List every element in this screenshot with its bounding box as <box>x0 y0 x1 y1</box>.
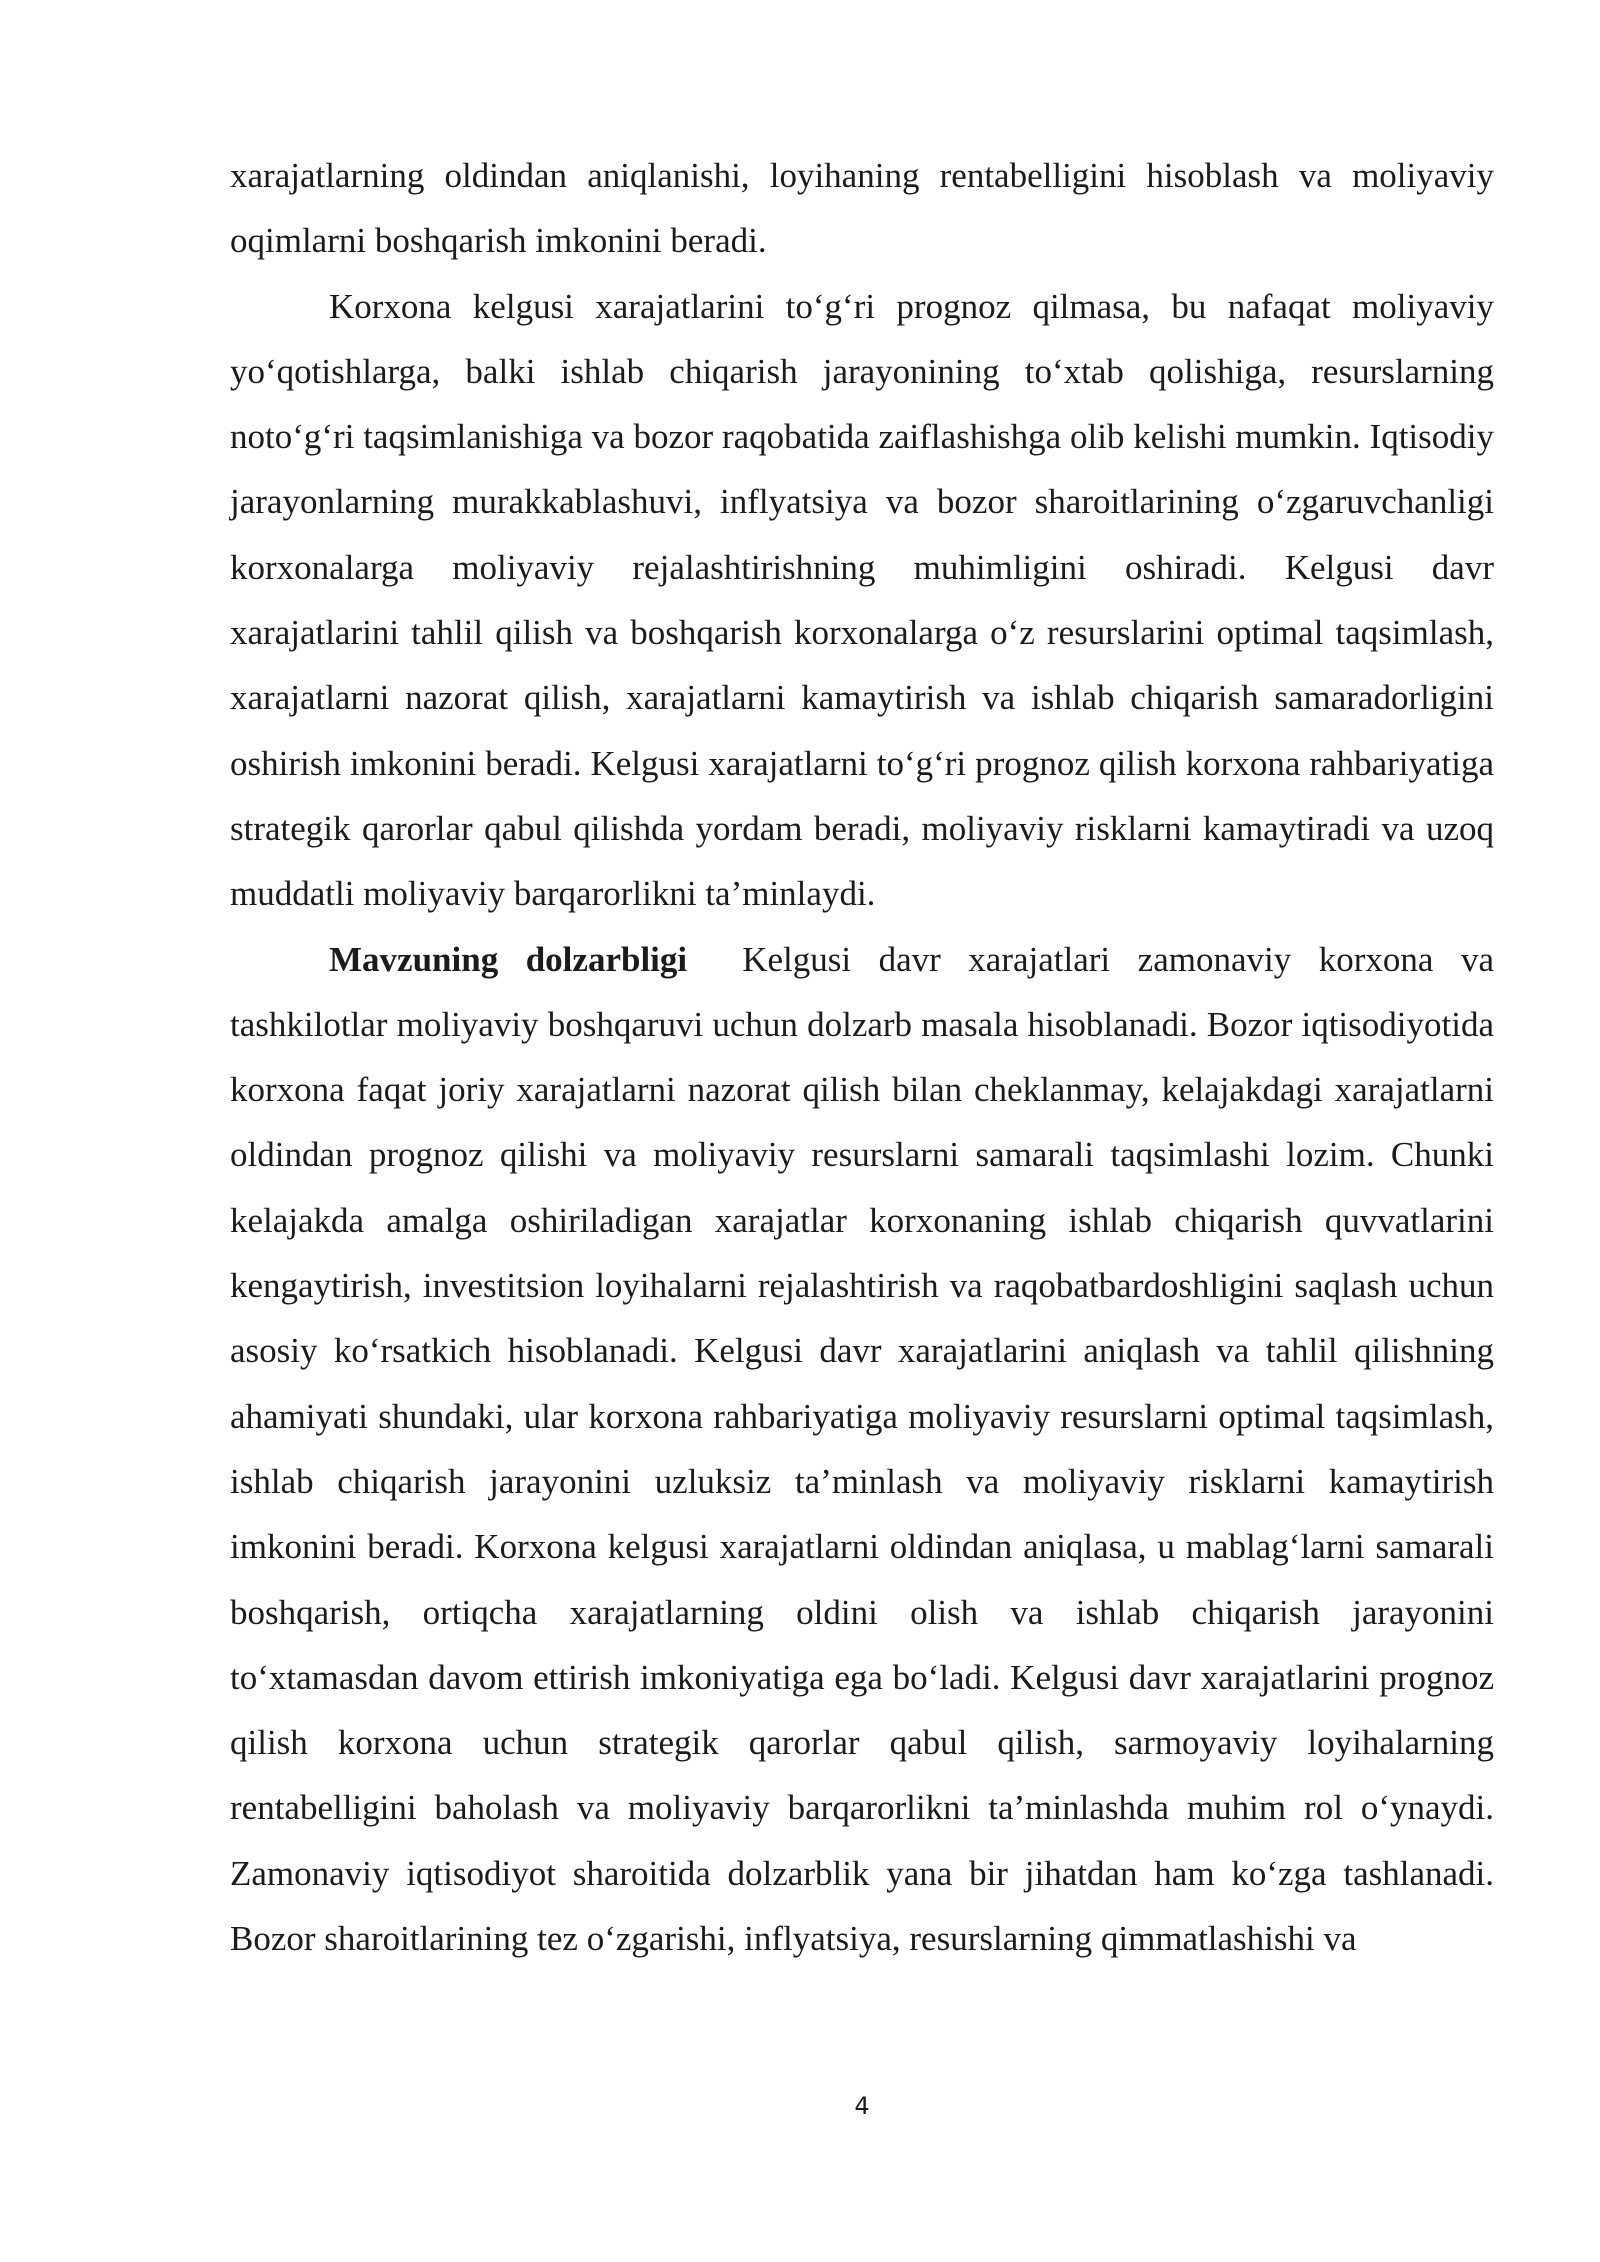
paragraph-1-text: xarajatlarning oldindan aniqlanishi, loyihaning rentabelligini hisoblash va moliyaviy oqimlarni boshqarish imkonini beradi. <box>230 156 1494 261</box>
paragraph-1 <box>230 143 1494 274</box>
paragraph-3 <box>230 927 1494 1972</box>
body-text <box>230 143 1494 1971</box>
paragraph-3-text: Kelgusi davr xarajatlari zamonaviy korxona va tashkilotlar moliyaviy boshqaruvi uchun dolzarb masala hisoblanadi. Bozor iqtisodiyotida korxona faqat joriy xarajatlarni nazorat qilish bilan cheklanmay, kelajakdagi xarajatlarni oldindan prognoz qilishi va moliyaviy resurslarni samarali taqsimlashi lozim. Chunki kelajakda amalga oshiriladigan xarajatlar korxonaning ishlab chiqarish quvvatlarini kengaytirish, investitsion loyihalarni rejalashtirish va raqobatbardoshligini saqlash uchun asosiy ko‘rsatkich hisoblanadi. Kelgusi davr xarajatlarini aniqlash va tahlil qilishning ahamiyati shundaki, ular korxona rahbariyatiga moliyaviy resurslarni optimal taqsimlash, ishlab chiqarish jarayonini uzluksiz ta’minlash va moliyaviy risklarni kamaytirish imkonini beradi. Korxona kelgusi xarajatlarni oldindan aniqlasa, u mablag‘larni samarali boshqarish, ortiqcha xarajatlarning oldini olish va ishlab chiqarish jarayonini to‘xtamasdan davom ettirish imkoniyatiga ega bo‘ladi. Kelgusi davr xarajatlarini prognoz qilish korxona uchun strategik qarorlar qabul qilish, sarmoyaviy loyihalarning rentabelligini baholash va moliyaviy barqarorlikni ta’minlashda muhim rol o‘ynaydi. Zamonaviy iqtisodiyot sharoitida dolzarblik yana bir jihatdan ham ko‘zga tashlanadi. Bozor sharoitlarining tez o‘zgarishi, inflyatsiya, resurslarning qimmatlashishi va <box>230 939 1495 1959</box>
section-heading: Mavzuning dolzarbligi <box>329 939 688 979</box>
page-number: 4 <box>854 2092 870 2120</box>
paragraph-2-text: Korxona kelgusi xarajatlarini to‘g‘ri prognoz qilmasa, bu nafaqat moliyaviy yo‘qotishlarga, balki ishlab chiqarish jarayonining to‘xtab qolishiga, resurslarning noto‘g‘ri taqsimlanishiga va bozor raqobatida zaiflashishga olib kelishi mumkin. Iqtisodiy jarayonlarning murakkablashuvi, inflyatsiya va bozor sharoitlarining o‘zgaruvchanligi korxonalarga moliyaviy rejalashtirishning muhimligini oshiradi. Kelgusi davr xarajatlarini tahlil qilish va boshqarish korxonalarga o‘z resurslarini optimal taqsimlash, xarajatlarni nazorat qilish, xarajatlarni kamaytirish va ishlab chiqarish samaradorligini oshirish imkonini beradi. Kelgusi xarajatlarni to‘g‘ri prognoz qilish korxona rahbariyatiga strategik qarorlar qabul qilishda yordam beradi, moliyaviy risklarni kamaytiradi va uzoq muddatli moliyaviy barqarorlikni ta’minlaydi. <box>230 286 1494 914</box>
paragraph-2 <box>230 274 1494 927</box>
